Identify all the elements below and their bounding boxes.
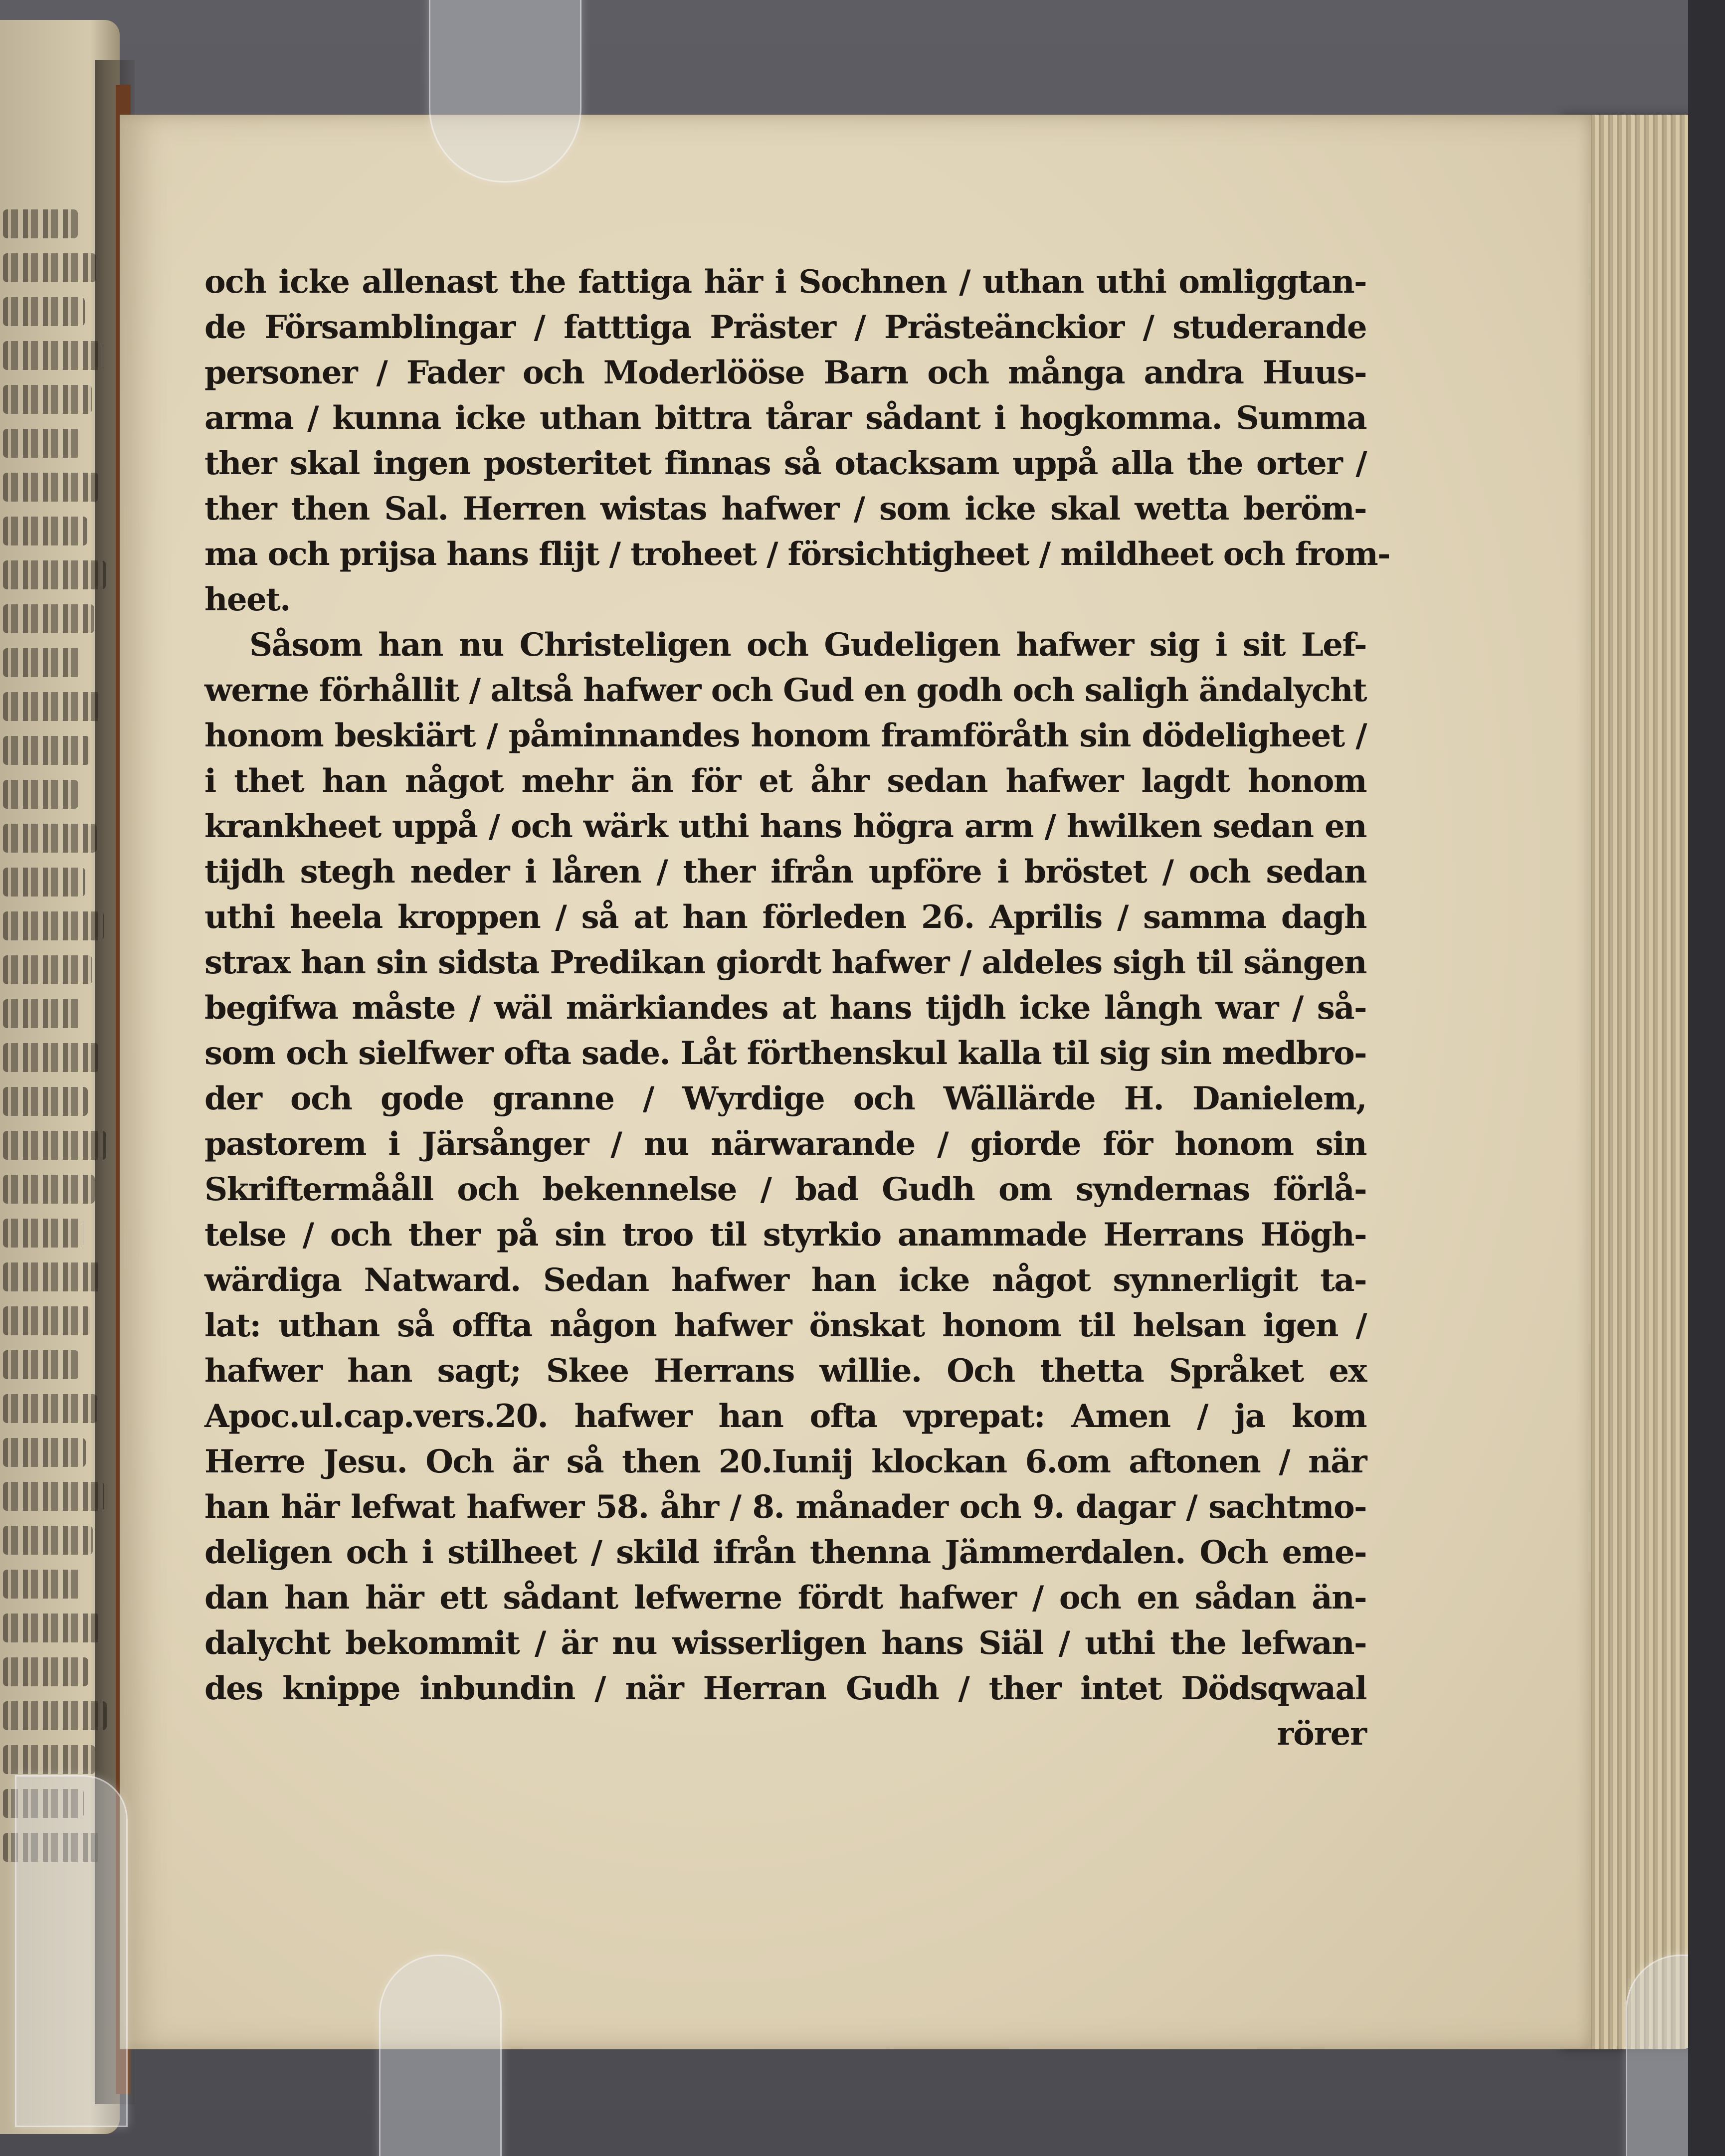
text-line: de Församblingar / fatttiga Präster / Prästeänckior / studerande — [204, 309, 1366, 346]
left-page-line-fragment — [3, 209, 78, 238]
text-line: dalycht bekommit / är nu wisserligen hans Siäl / uthi the lefwan- — [204, 1624, 1366, 1662]
left-page-line-fragment — [3, 1614, 100, 1642]
mylar-clip-left — [15, 1775, 128, 2127]
catchword: rörer — [1277, 1715, 1366, 1753]
left-page-line-fragment — [3, 1482, 104, 1511]
left-page-line-fragment — [3, 736, 90, 765]
left-page-line-fragment — [3, 253, 96, 282]
text-line: Apoc.ul.cap.vers.20. hafwer han ofta vprepat: Amen / ja kom — [204, 1398, 1366, 1435]
left-page-line-fragment — [3, 1438, 86, 1467]
text-line: des knippe inbundin / när Herran Gudh / ther intet Dödsqwaal — [204, 1670, 1366, 1707]
text-line: heet. — [204, 581, 290, 618]
left-page-line-fragment — [3, 1657, 88, 1686]
text-line: honom beskiärt / påminnandes honom framföråth sin dödeligheet / — [204, 717, 1366, 754]
paragraph-start-line: Såsom han nu Christeligen och Gudeligen hafwer sig i sit Lef- — [249, 626, 1366, 664]
text-line: ther skal ingen posteritet finnas så otacksam uppå alla the orter / — [204, 445, 1366, 482]
text-line: werne förhållit / altså hafwer och Gud en godh och saligh ändalycht — [204, 672, 1366, 709]
text-line: uthi heela kroppen / så at han förleden 26. Aprilis / samma dagh — [204, 898, 1366, 936]
recto-page — [120, 115, 1591, 2049]
left-page-line-fragment — [3, 560, 106, 589]
scanner-border — [1688, 0, 1725, 2156]
left-page-line-fragment — [3, 429, 80, 458]
mylar-clip-bottom — [379, 1955, 502, 2156]
left-page-line-fragment — [3, 1043, 99, 1072]
left-page-line-fragment — [3, 1570, 81, 1599]
left-page-line-fragment — [3, 692, 101, 721]
text-line: krankheet uppå / och wärk uthi hans högra arm / hwilken sedan en — [204, 808, 1366, 845]
text-line: hafwer han sagt; Skee Herrans willie. Och thetta Språket ex — [204, 1352, 1366, 1390]
text-line: dan han här ett sådant lefwerne fördt hafwer / och en sådan än- — [204, 1579, 1366, 1617]
text-line: arma / kunna icke uthan bittra tårar sådant i hogkomma. Summa — [204, 399, 1366, 437]
left-page-line-fragment — [3, 297, 85, 326]
left-page-line-fragment — [3, 868, 85, 897]
left-page-line-fragment — [3, 1394, 97, 1423]
text-line: personer / Fader och Moderlööse Barn och många andra Huus- — [204, 354, 1366, 391]
left-page-line-fragment — [3, 385, 92, 414]
text-line: der och gode granne / Wyrdige och Wällärde H. Danielem, — [204, 1080, 1366, 1117]
left-page-line-fragment — [3, 955, 92, 984]
left-page-line-fragment — [3, 1131, 106, 1160]
mylar-clip-top — [429, 0, 581, 182]
text-line: ther then Sal. Herren wistas hafwer / som icke skal wetta beröm- — [204, 490, 1366, 528]
page-text-block — [204, 259, 1390, 1757]
left-page-line-fragment — [3, 1306, 90, 1335]
text-line: telse / och ther på sin troo til styrkio anammade Herrans Högh- — [204, 1216, 1366, 1254]
left-page-line-fragment — [3, 1219, 83, 1248]
text-line: deligen och i stilheet / skild ifrån thenna Jämmerdalen. Och eme- — [204, 1534, 1366, 1571]
text-line: i thet han något mehr än för et åhr sedan hafwer lagdt honom — [204, 762, 1366, 800]
text-line: lat: uthan så offta någon hafwer önskat honom til helsan igen / — [204, 1307, 1366, 1344]
text-line: Skriftermååll och bekennelse / bad Gudh om syndernas förlå- — [204, 1171, 1366, 1208]
text-line: som och sielfwer ofta sade. Låt förthenskul kalla til sig sin medbro- — [204, 1035, 1366, 1072]
left-page-line-fragment — [3, 517, 87, 545]
left-page-line-fragment — [3, 1087, 88, 1116]
left-page-line-fragment — [3, 1745, 95, 1774]
text-line: begifwa måste / wäl märkiandes at hans tijdh icke långh war / så- — [204, 989, 1366, 1027]
text-line: ma och prijsa hans flijt / troheet / försichtigheet / mildheet och from- — [204, 536, 1390, 573]
text-line: och icke allenast the fattiga här i Sochnen / uthan uthi omliggtan- — [204, 263, 1366, 301]
left-page-line-fragment — [3, 780, 78, 809]
text-line: wärdiga Natward. Sedan hafwer han icke något synnerligit ta- — [204, 1261, 1366, 1299]
text-line: tijdh stegh neder i låren / ther ifrån upföre i bröstet / och sedan — [204, 853, 1366, 891]
text-line: strax han sin sidsta Predikan giordt hafwer / aldeles sigh til sängen — [204, 944, 1366, 981]
left-page-line-fragment — [3, 1175, 95, 1204]
text-line: han här lefwat hafwer 58. åhr / 8. månader och 9. dagar / sachtmo- — [204, 1488, 1366, 1526]
text-line: pastorem i Järsånger / nu närwarande / giorde för honom sin — [204, 1125, 1366, 1163]
left-page-text-fragment — [3, 209, 108, 1877]
left-page-line-fragment — [3, 999, 81, 1028]
left-page-line-fragment — [3, 604, 94, 633]
left-page-line-fragment — [3, 1262, 102, 1291]
left-page-line-fragment — [3, 1350, 79, 1379]
left-page-line-fragment — [3, 1526, 93, 1555]
text-line: Herre Jesu. Och är så then 20.Iunij klockan 6.om aftonen / när — [204, 1443, 1366, 1480]
left-page-line-fragment — [3, 1701, 107, 1730]
left-page-line-fragment — [3, 341, 103, 370]
left-page-line-fragment — [3, 911, 104, 940]
left-page-line-fragment — [3, 648, 83, 677]
left-page-line-fragment — [3, 824, 97, 853]
left-page-line-fragment — [3, 473, 99, 502]
